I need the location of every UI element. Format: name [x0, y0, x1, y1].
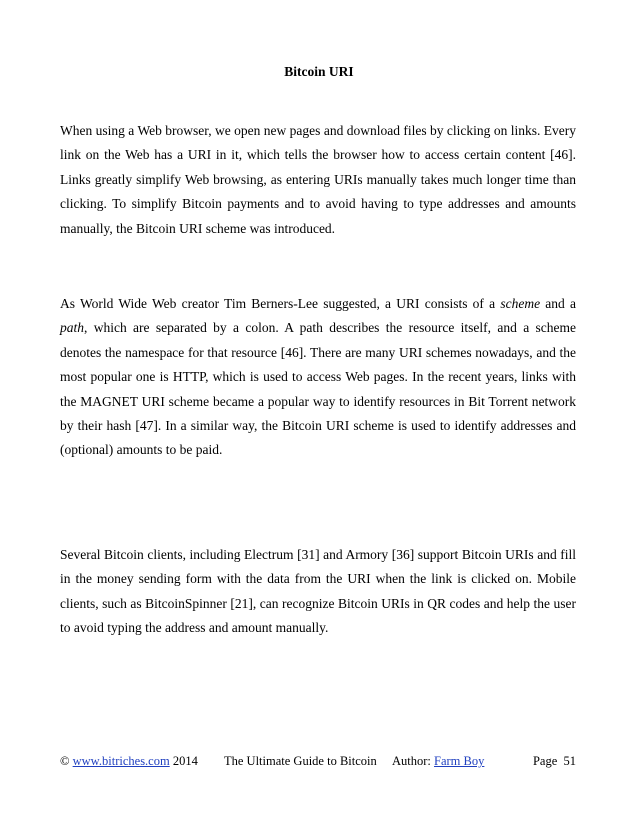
paragraph-clients [60, 543, 576, 641]
copyright-symbol: © [60, 754, 70, 768]
section-title: Bitcoin URI [284, 64, 354, 79]
footer-page-number: Page 51 [532, 754, 576, 768]
paragraph-intro-text: When using a Web browser, we open new pages and download files by clicking on links. Every link on the Web has a URI in it, which tells the browser how to access certain content [46]. Links greatly simplify Web browsing, as entering URIs manually takes much longer time than clicking. To simplify Bitcoin payments and to avoid having to type addresses and amounts manually, the Bitcoin URI scheme was introduced. [60, 123, 576, 236]
footer-site-link[interactable]: www.bitriches.com [72, 754, 170, 768]
p2-text-2: and a [540, 296, 577, 311]
paragraph-uri-structure [60, 292, 576, 463]
page-footer [60, 752, 576, 770]
p2-text-3: , which are separated by a colon. A path describes the resource itself, and a scheme denotes the namespace for that resource [46]. There are many URI schemes nowadays, and the most popular one is HTTP, which is used to access Web pages. In the recent years, links with the MAGNET URI scheme became a popular way to identify resources in Bit Torrent network by their hash [47]. In a similar way, the Bitcoin URI scheme is used to identify addresses and (optional) amounts to be paid. [60, 320, 576, 458]
footer-author [392, 752, 484, 770]
footer-year: 2014 [172, 754, 198, 768]
term-path: path [60, 320, 85, 336]
p2-text-1: As World Wide Web creator Tim Berners-Lee suggested, a URI consists of a [60, 296, 501, 311]
paragraph-intro [60, 119, 576, 241]
term-scheme: scheme [500, 296, 541, 311]
footer-author-link[interactable]: Farm Boy [434, 754, 485, 768]
footer-author-label: Author: [392, 754, 431, 768]
footer-copyright [60, 752, 198, 770]
paragraph-clients-text: Several Bitcoin clients, including Electrum [31] and Armory [36] support Bitcoin URIs and fill in the money sending form with the data from the URI when the link is clicked on. Mobile clients, such as BitcoinSpinner [21], can recognize Bitcoin URIs in QR codes and help the user to avoid typing the address and amount manually. [60, 547, 576, 636]
footer-book-title: The Ultimate Guide to Bitcoin [224, 754, 377, 768]
